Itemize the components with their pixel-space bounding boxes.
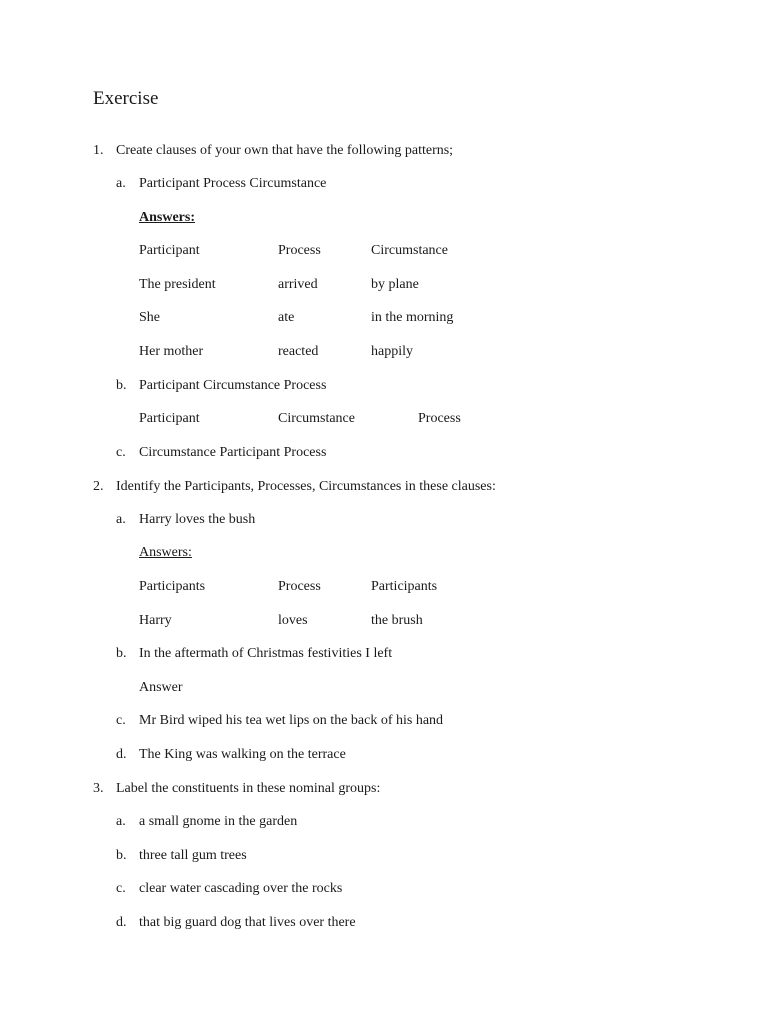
q1-number: 1.	[93, 143, 104, 158]
q1b-text: Participant Circumstance Process	[139, 378, 327, 393]
q1a-row2-participant: She	[139, 310, 160, 325]
q1a-row1-circumstance: by plane	[371, 277, 419, 292]
q1c-letter: c.	[116, 445, 126, 460]
q3b-text: three tall gum trees	[139, 848, 247, 863]
q1b-letter: b.	[116, 378, 127, 393]
q2d-text: The King was walking on the terrace	[139, 747, 346, 762]
q2a-answers-label: Answers:	[139, 545, 192, 560]
q3-text: Label the constituents in these nominal groups:	[116, 781, 381, 796]
q1a-row1-participant: The president	[139, 277, 216, 292]
q2b-letter: b.	[116, 646, 127, 661]
q2a-text: Harry loves the bush	[139, 512, 256, 527]
q1a-row3-process: reacted	[278, 344, 319, 359]
q1b-header-participant: Participant	[139, 411, 200, 426]
q3d-letter: d.	[116, 915, 127, 930]
q3d-text: that big guard dog that lives over there	[139, 915, 356, 930]
q2b-answer-label: Answer	[139, 680, 183, 695]
q1a-answers-label: Answers:	[139, 210, 195, 225]
q1a-letter: a.	[116, 176, 126, 191]
q1a-row2-process: ate	[278, 310, 295, 325]
q2a-row-process: loves	[278, 613, 308, 628]
q1a-row3-circumstance: happily	[371, 344, 413, 359]
q2a-header-process: Process	[278, 579, 321, 594]
q1a-header-participant: Participant	[139, 243, 200, 258]
q1a-header-circumstance: Circumstance	[371, 243, 448, 258]
q1a-header-process: Process	[278, 243, 321, 258]
q1b-header-process: Process	[418, 411, 461, 426]
q1a-row3-participant: Her mother	[139, 344, 204, 359]
q1a-text: Participant Process Circumstance	[139, 176, 327, 191]
q3-number: 3.	[93, 781, 104, 796]
q3a-letter: a.	[116, 814, 126, 829]
q2-number: 2.	[93, 479, 104, 494]
q2c-text: Mr Bird wiped his tea wet lips on the back of his hand	[139, 713, 444, 728]
page-title: Exercise	[93, 88, 159, 109]
q2c-letter: c.	[116, 713, 126, 728]
q2b-text: In the aftermath of Christmas festivities I left	[139, 646, 393, 661]
q2a-header-participants-1: Participants	[139, 579, 206, 594]
q3c-text: clear water cascading over the rocks	[139, 881, 343, 896]
q2a-row-participant-1: Harry	[139, 613, 172, 628]
q2a-row-participant-2: the brush	[371, 613, 423, 628]
q2-text: Identify the Participants, Processes, Circumstances in these clauses:	[116, 479, 496, 494]
q1a-row1-process: arrived	[278, 277, 318, 292]
q1a-row2-circumstance: in the morning	[371, 310, 454, 325]
q3a-text: a small gnome in the garden	[139, 814, 298, 829]
q2d-letter: d.	[116, 747, 127, 762]
q3c-letter: c.	[116, 881, 126, 896]
q1-text: Create clauses of your own that have the following patterns;	[116, 143, 454, 158]
q3b-letter: b.	[116, 848, 127, 863]
q1c-text: Circumstance Participant Process	[139, 445, 327, 460]
q2a-letter: a.	[116, 512, 126, 527]
q2a-header-participants-2: Participants	[371, 579, 438, 594]
q1b-header-circumstance: Circumstance	[278, 411, 355, 426]
